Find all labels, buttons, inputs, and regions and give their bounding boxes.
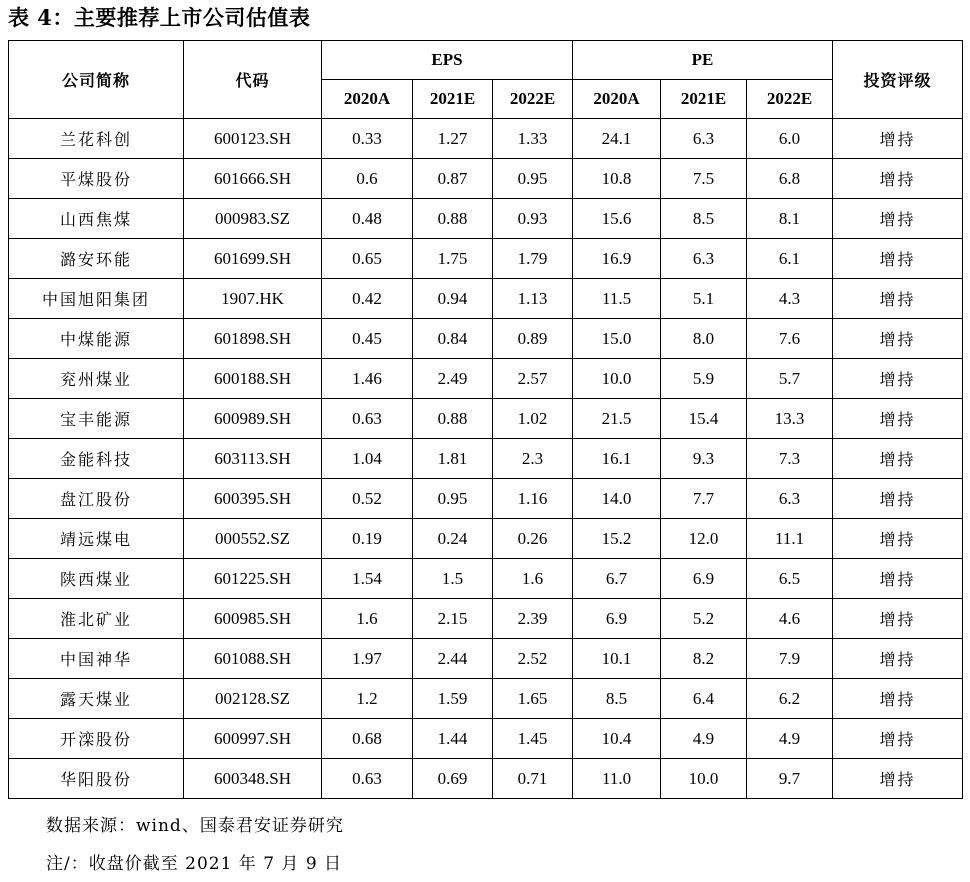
company-name-cell: 淮北矿业 (9, 599, 184, 639)
rating-cell: 增持 (833, 119, 963, 159)
company-name-cell: 靖远煤电 (9, 519, 184, 559)
eps-2022e-cell: 2.39 (493, 599, 573, 639)
eps-2021e-cell: 1.75 (413, 239, 493, 279)
eps-2021e-cell: 1.27 (413, 119, 493, 159)
pe-2020a-cell: 8.5 (573, 679, 661, 719)
company-name-cell: 平煤股份 (9, 159, 184, 199)
company-name-cell: 中国旭阳集团 (9, 279, 184, 319)
pe-2020a-cell: 16.9 (573, 239, 661, 279)
eps-2020a-cell: 0.63 (322, 759, 413, 799)
pe-2021e-cell: 5.1 (661, 279, 747, 319)
company-name-cell: 山西焦煤 (9, 199, 184, 239)
table-row (9, 679, 963, 719)
company-name-cell: 露天煤业 (9, 679, 184, 719)
eps-2021e-cell: 1.5 (413, 559, 493, 599)
company-name-cell: 华阳股份 (9, 759, 184, 799)
table-row (9, 719, 963, 759)
rating-cell: 增持 (833, 519, 963, 559)
pe-2021e-cell: 6.3 (661, 119, 747, 159)
eps-2022e-cell: 1.13 (493, 279, 573, 319)
pe-2022e-cell: 13.3 (747, 399, 833, 439)
code-cell: 000983.SZ (184, 199, 322, 239)
rating-cell: 增持 (833, 479, 963, 519)
rating-cell: 增持 (833, 159, 963, 199)
eps-2022e-cell: 1.33 (493, 119, 573, 159)
pe-2021e-cell: 6.4 (661, 679, 747, 719)
header-row-groups (9, 41, 963, 80)
eps-2020a-cell: 0.52 (322, 479, 413, 519)
code-cell: 000552.SZ (184, 519, 322, 559)
eps-2022e-cell: 2.57 (493, 359, 573, 399)
valuation-table (8, 40, 963, 799)
eps-2021e-cell: 2.44 (413, 639, 493, 679)
table-row (9, 519, 963, 559)
pe-2022e-cell: 9.7 (747, 759, 833, 799)
table-row (9, 119, 963, 159)
header-eps-year: 2022E (493, 80, 573, 119)
eps-2022e-cell: 0.71 (493, 759, 573, 799)
eps-2022e-cell: 0.26 (493, 519, 573, 559)
code-cell: 601699.SH (184, 239, 322, 279)
header-pe: PE (573, 41, 833, 80)
rating-cell: 增持 (833, 439, 963, 479)
eps-2021e-cell: 0.95 (413, 479, 493, 519)
header-code: 代码 (184, 41, 322, 119)
header-eps-year: 2021E (413, 80, 493, 119)
table-row (9, 439, 963, 479)
pe-2021e-cell: 5.2 (661, 599, 747, 639)
rating-cell: 增持 (833, 199, 963, 239)
code-cell: 601898.SH (184, 319, 322, 359)
pe-2022e-cell: 11.1 (747, 519, 833, 559)
rating-cell: 增持 (833, 759, 963, 799)
rating-cell: 增持 (833, 719, 963, 759)
pe-2020a-cell: 14.0 (573, 479, 661, 519)
pe-2022e-cell: 6.8 (747, 159, 833, 199)
eps-2022e-cell: 1.16 (493, 479, 573, 519)
eps-2021e-cell: 2.15 (413, 599, 493, 639)
data-source-note: 数据来源：wind、国泰君安证券研究 (46, 816, 344, 836)
table-body (9, 119, 963, 799)
eps-2022e-cell: 0.89 (493, 319, 573, 359)
pe-2020a-cell: 16.1 (573, 439, 661, 479)
closing-price-note: 注/：收盘价截至 2021 年 7 月 9 日 (46, 854, 343, 874)
code-cell: 600989.SH (184, 399, 322, 439)
table-row (9, 599, 963, 639)
table-row (9, 279, 963, 319)
pe-2021e-cell: 6.3 (661, 239, 747, 279)
eps-2022e-cell: 1.65 (493, 679, 573, 719)
eps-2022e-cell: 1.6 (493, 559, 573, 599)
eps-2020a-cell: 0.65 (322, 239, 413, 279)
pe-2021e-cell: 8.5 (661, 199, 747, 239)
pe-2022e-cell: 7.3 (747, 439, 833, 479)
eps-2022e-cell: 2.3 (493, 439, 573, 479)
code-cell: 601666.SH (184, 159, 322, 199)
rating-cell: 增持 (833, 279, 963, 319)
pe-2022e-cell: 6.0 (747, 119, 833, 159)
pe-2020a-cell: 15.0 (573, 319, 661, 359)
eps-2022e-cell: 2.52 (493, 639, 573, 679)
pe-2022e-cell: 6.5 (747, 559, 833, 599)
pe-2022e-cell: 4.3 (747, 279, 833, 319)
eps-2021e-cell: 1.44 (413, 719, 493, 759)
header-pe-year: 2021E (661, 80, 747, 119)
pe-2022e-cell: 5.7 (747, 359, 833, 399)
pe-2021e-cell: 5.9 (661, 359, 747, 399)
header-eps-year: 2020A (322, 80, 413, 119)
pe-2020a-cell: 10.8 (573, 159, 661, 199)
pe-2022e-cell: 7.9 (747, 639, 833, 679)
code-cell: 1907.HK (184, 279, 322, 319)
pe-2022e-cell: 7.6 (747, 319, 833, 359)
eps-2021e-cell: 0.24 (413, 519, 493, 559)
company-name-cell: 陕西煤业 (9, 559, 184, 599)
pe-2020a-cell: 11.5 (573, 279, 661, 319)
eps-2021e-cell: 0.88 (413, 199, 493, 239)
eps-2020a-cell: 1.6 (322, 599, 413, 639)
table-row (9, 559, 963, 599)
table-row (9, 359, 963, 399)
company-name-cell: 中国神华 (9, 639, 184, 679)
rating-cell: 增持 (833, 399, 963, 439)
pe-2020a-cell: 6.7 (573, 559, 661, 599)
table-row (9, 639, 963, 679)
company-name-cell: 宝丰能源 (9, 399, 184, 439)
eps-2020a-cell: 0.63 (322, 399, 413, 439)
code-cell: 600348.SH (184, 759, 322, 799)
code-cell: 600985.SH (184, 599, 322, 639)
eps-2021e-cell: 0.84 (413, 319, 493, 359)
eps-2022e-cell: 0.95 (493, 159, 573, 199)
table-row (9, 239, 963, 279)
eps-2021e-cell: 1.81 (413, 439, 493, 479)
code-cell: 601088.SH (184, 639, 322, 679)
eps-2021e-cell: 0.87 (413, 159, 493, 199)
eps-2022e-cell: 1.45 (493, 719, 573, 759)
company-name-cell: 金能科技 (9, 439, 184, 479)
header-rating: 投资评级 (833, 41, 963, 119)
eps-2020a-cell: 0.19 (322, 519, 413, 559)
eps-2020a-cell: 0.45 (322, 319, 413, 359)
eps-2020a-cell: 0.42 (322, 279, 413, 319)
rating-cell: 增持 (833, 679, 963, 719)
eps-2020a-cell: 1.97 (322, 639, 413, 679)
pe-2021e-cell: 15.4 (661, 399, 747, 439)
code-cell: 600395.SH (184, 479, 322, 519)
eps-2022e-cell: 1.02 (493, 399, 573, 439)
pe-2022e-cell: 4.6 (747, 599, 833, 639)
pe-2022e-cell: 6.1 (747, 239, 833, 279)
pe-2021e-cell: 10.0 (661, 759, 747, 799)
pe-2021e-cell: 7.5 (661, 159, 747, 199)
eps-2020a-cell: 0.68 (322, 719, 413, 759)
eps-2021e-cell: 0.94 (413, 279, 493, 319)
pe-2022e-cell: 4.9 (747, 719, 833, 759)
eps-2020a-cell: 0.48 (322, 199, 413, 239)
pe-2021e-cell: 8.2 (661, 639, 747, 679)
pe-2022e-cell: 6.3 (747, 479, 833, 519)
pe-2020a-cell: 10.1 (573, 639, 661, 679)
code-cell: 002128.SZ (184, 679, 322, 719)
eps-2021e-cell: 0.88 (413, 399, 493, 439)
pe-2021e-cell: 12.0 (661, 519, 747, 559)
code-cell: 601225.SH (184, 559, 322, 599)
pe-2020a-cell: 11.0 (573, 759, 661, 799)
rating-cell: 增持 (833, 559, 963, 599)
eps-2020a-cell: 0.33 (322, 119, 413, 159)
eps-2020a-cell: 1.54 (322, 559, 413, 599)
code-cell: 600123.SH (184, 119, 322, 159)
rating-cell: 增持 (833, 359, 963, 399)
eps-2021e-cell: 1.59 (413, 679, 493, 719)
company-name-cell: 兖州煤业 (9, 359, 184, 399)
company-name-cell: 盘江股份 (9, 479, 184, 519)
eps-2021e-cell: 0.69 (413, 759, 493, 799)
table-row (9, 159, 963, 199)
code-cell: 600997.SH (184, 719, 322, 759)
pe-2021e-cell: 9.3 (661, 439, 747, 479)
pe-2022e-cell: 6.2 (747, 679, 833, 719)
code-cell: 603113.SH (184, 439, 322, 479)
table-row (9, 399, 963, 439)
rating-cell: 增持 (833, 319, 963, 359)
rating-cell: 增持 (833, 599, 963, 639)
table-row (9, 479, 963, 519)
table-row (9, 199, 963, 239)
pe-2021e-cell: 8.0 (661, 319, 747, 359)
table-row (9, 319, 963, 359)
eps-2022e-cell: 0.93 (493, 199, 573, 239)
pe-2020a-cell: 21.5 (573, 399, 661, 439)
pe-2021e-cell: 7.7 (661, 479, 747, 519)
company-name-cell: 中煤能源 (9, 319, 184, 359)
pe-2020a-cell: 15.2 (573, 519, 661, 559)
header-eps: EPS (322, 41, 573, 80)
table-title: 表 4：主要推荐上市公司估值表 (8, 5, 311, 30)
eps-2020a-cell: 1.2 (322, 679, 413, 719)
pe-2020a-cell: 6.9 (573, 599, 661, 639)
company-name-cell: 开滦股份 (9, 719, 184, 759)
rating-cell: 增持 (833, 639, 963, 679)
company-name-cell: 潞安环能 (9, 239, 184, 279)
pe-2020a-cell: 10.4 (573, 719, 661, 759)
pe-2020a-cell: 15.6 (573, 199, 661, 239)
eps-2020a-cell: 1.46 (322, 359, 413, 399)
header-pe-year: 2022E (747, 80, 833, 119)
table-row (9, 759, 963, 799)
pe-2021e-cell: 6.9 (661, 559, 747, 599)
pe-2020a-cell: 24.1 (573, 119, 661, 159)
eps-2020a-cell: 1.04 (322, 439, 413, 479)
rating-cell: 增持 (833, 239, 963, 279)
pe-2021e-cell: 4.9 (661, 719, 747, 759)
pe-2022e-cell: 8.1 (747, 199, 833, 239)
code-cell: 600188.SH (184, 359, 322, 399)
header-company: 公司简称 (9, 41, 184, 119)
pe-2020a-cell: 10.0 (573, 359, 661, 399)
eps-2022e-cell: 1.79 (493, 239, 573, 279)
eps-2020a-cell: 0.6 (322, 159, 413, 199)
eps-2021e-cell: 2.49 (413, 359, 493, 399)
header-pe-year: 2020A (573, 80, 661, 119)
company-name-cell: 兰花科创 (9, 119, 184, 159)
